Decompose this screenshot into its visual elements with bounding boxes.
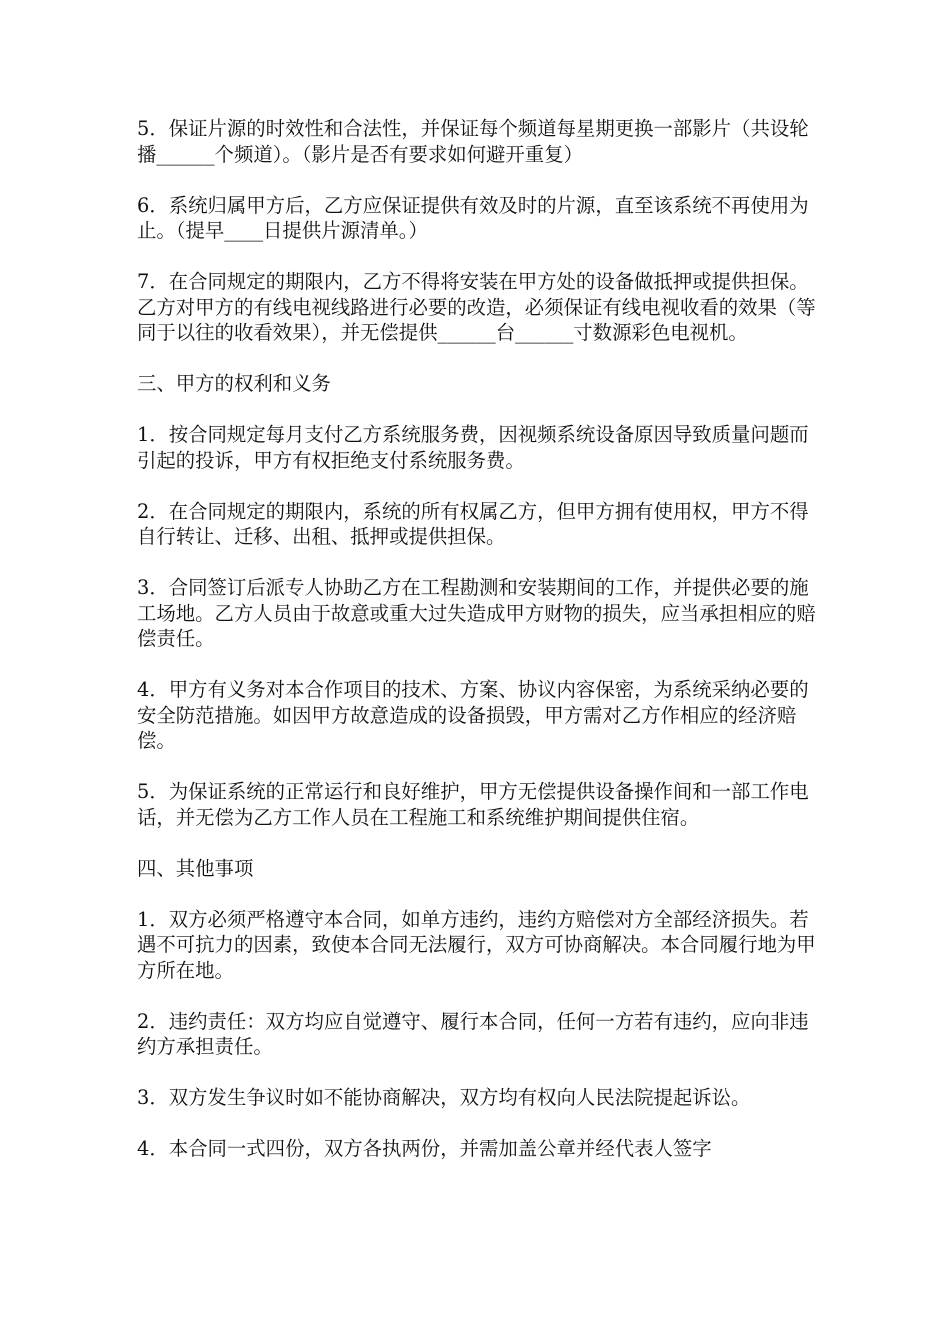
section-heading-3: 三、甲方的权利和义务 bbox=[137, 372, 331, 395]
paragraph-clause-3-5: 5．为保证系统的正常运行和良好维护，甲方无偿提供设备操作间和一部工作电话，并无偿为乙方工作人员在工程施工和系统维护期间提供住宿。 bbox=[137, 780, 809, 829]
paragraph-clause-4-2: 2．违约责任：双方均应自觉遵守、履行本合同，任何一方若有违约，应向非违约方承担责任。 bbox=[137, 1009, 809, 1058]
paragraph-clause-4-1: 1．双方必须严格遵守本合同，如单方违约，违约方赔偿对方全部经济损失。若遇不可抗力的因素，致使本合同无法履行，双方可协商解决。本合同履行地为甲方所在地。 bbox=[137, 907, 816, 982]
paragraph-clause-3-3: 3．合同签订后派专人协助乙方在工程勘测和安装期间的工作，并提供必要的施工场地。乙方人员由于故意或重大过失造成甲方财物的损失，应当承担相应的赔偿责任。 bbox=[137, 576, 816, 650]
paragraph-clause-3-2: 2．在合同规定的期限内，系统的所有权属乙方，但甲方拥有使用权，甲方不得自行转让、迁移、出租、抵押或提供担保。 bbox=[137, 499, 809, 548]
document-page bbox=[137, 116, 817, 1187]
paragraph-clause-4-3: 3．双方发生争议时如不能协商解决，双方均有权向人民法院提起诉讼。 bbox=[137, 1086, 751, 1109]
paragraph-clause-2-7-continued: 乙方对甲方的有线电视线路进行必要的改造，必须保证有线电视收看的效果（等同于以往的收看效果），并无偿提供______台______寸数源彩色电视机。 bbox=[137, 295, 816, 344]
paragraph-clause-4-4: 4．本合同一式四份，双方各执两份，并需加盖公章并经代表人签字 bbox=[137, 1137, 712, 1160]
paragraph-clause-2-5: 5．保证片源的时效性和合法性，并保证每个频道每星期更换一部影片（共设轮播______个频道）。（影片是否有要求如何避开重复） bbox=[137, 117, 809, 166]
paragraph-clause-2-7: 7．在合同规定的期限内，乙方不得将安装在甲方处的设备做抵押或提供担保。 bbox=[137, 270, 809, 293]
paragraph-clause-3-4: 4．甲方有义务对本合作项目的技术、方案、协议内容保密，为系统采纳必要的安全防范措施。如因甲方故意造成的设备损毁，甲方需对乙方作相应的经济赔偿。 bbox=[137, 678, 809, 752]
paragraph-clause-3-1: 1．按合同规定每月支付乙方系统服务费，因视频系统设备原因导致质量问题而引起的投诉，甲方有权拒绝支付系统服务费。 bbox=[137, 423, 809, 472]
paragraph-clause-2-6: 6．系统归属甲方后，乙方应保证提供有效及时的片源，直至该系统不再使用为止。（提早____日提供片源清单。） bbox=[137, 193, 809, 242]
section-heading-4: 四、其他事项 bbox=[137, 856, 254, 880]
